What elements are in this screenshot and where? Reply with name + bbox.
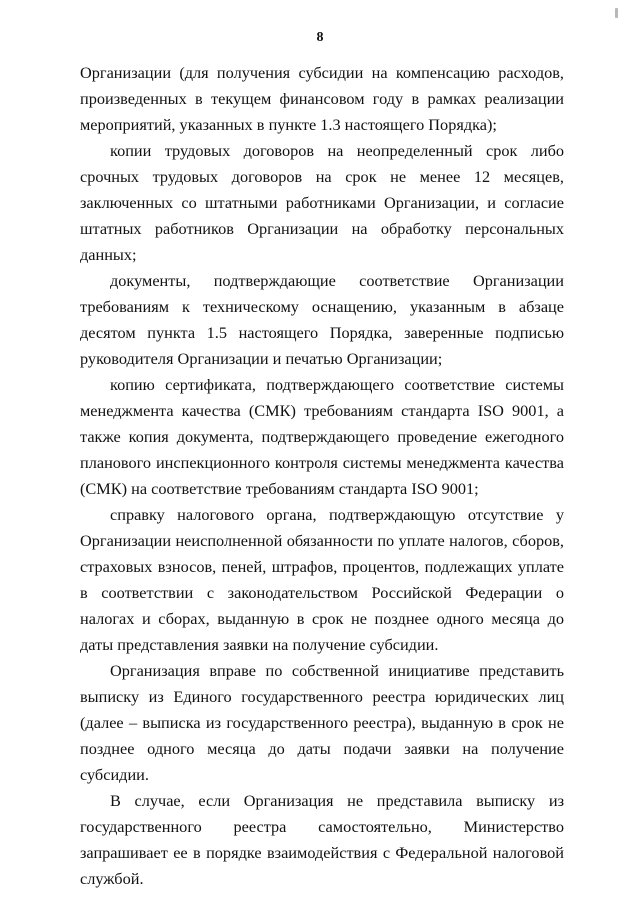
paragraph-7: В случае, если Организация не представила выписку из государственного реестра самостоятельно, Министерство запрашивает ее в порядке взаимодействия с Федеральной налоговой службой.	[80, 791, 564, 888]
paragraph-4: копию сертификата, подтверждающего соответствие системы менеджмента качества (СМК) требованиям стандарта ISO 9001, а также копия документа, подтверждающего проведение ежегодного планового инспекционного контроля системы менеджмента качества (СМК) на соответствие требованиям стандарта ISO 9001;	[80, 375, 564, 498]
paragraph-1: Организации (для получения субсидии на компенсацию расходов, произведенных в текущем финансовом году в рамках реализации мероприятий, указанных в пункте 1.3 настоящего Порядка);	[80, 63, 564, 134]
paragraph-2: копии трудовых договоров на неопределенный срок либо срочных трудовых договоров на срок не менее 12 месяцев, заключенных со штатными работниками Организации, и согласие штатных работников Организации на обработку персональных данных;	[80, 141, 564, 264]
paragraph-3: документы, подтверждающие соответствие Организации требованиям к техническому оснащению, указанным в абзаце десятом пункта 1.5 настоящего Порядка, заверенные подписью руководителя Организации и печатью Организации;	[80, 271, 564, 368]
paragraph-5: справку налогового органа, подтверждающую отсутствие у Организации неисполненной обязанности по уплате налогов, сборов, страховых взносов, пеней, штрафов, процентов, подлежащих уплате в соответствии с законодательством Российской Федерации о налогах и сборах, выданную в срок не позднее одного месяца до даты представления заявки на получение субсидии.	[80, 505, 564, 654]
scan-mark	[615, 8, 618, 18]
paragraph-6: Организация вправе по собственной инициативе представить выписку из Единого государственного реестра юридических лиц (далее – выписка из государственного реестра), выданную в срок не позднее одного месяца до даты подачи заявки на получение субсидии.	[80, 661, 564, 784]
page-number: 8	[316, 30, 324, 45]
document-body	[80, 60, 564, 892]
